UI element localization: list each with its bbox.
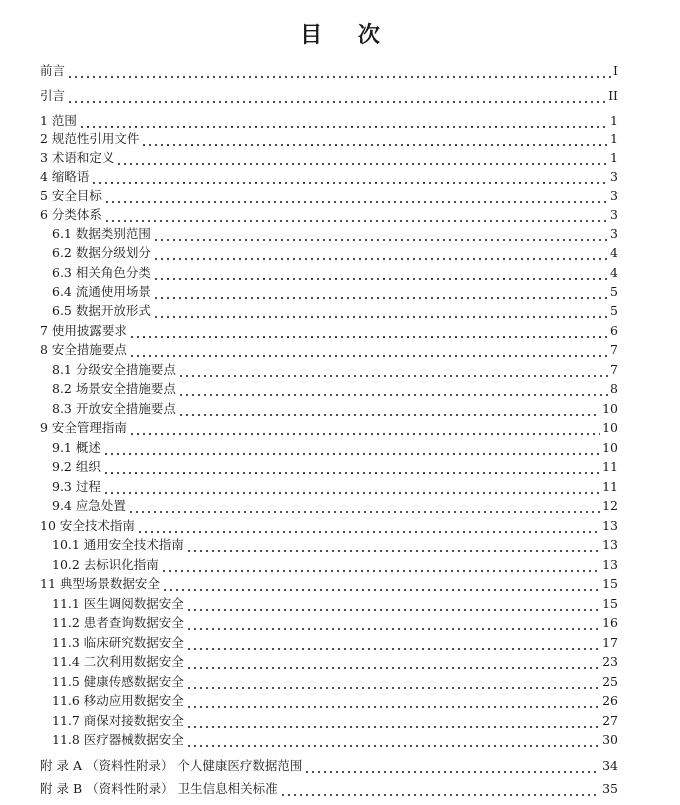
toc-entry-page: 10	[602, 420, 618, 435]
toc-entry-page: 6	[610, 323, 618, 338]
toc-entry-page: 4	[610, 265, 618, 280]
toc-entry-label: 1 范围	[40, 113, 77, 128]
toc-entry-label: 6.1 数据类别范围	[52, 226, 151, 241]
leader-dots	[186, 692, 600, 710]
toc-entry-label: 10.1 通用安全技术指南	[52, 537, 184, 552]
leader-dots	[91, 168, 608, 186]
toc-entry-label: 8.1 分级安全措施要点	[52, 362, 176, 377]
leader-dots	[129, 419, 600, 437]
leader-dots	[103, 458, 600, 476]
toc-entry[interactable]	[40, 341, 618, 359]
leader-dots	[104, 206, 608, 224]
toc-entry-label: 11.6 移动应用数据安全	[52, 693, 184, 708]
toc-entry-label: 11 典型场景数据安全	[40, 576, 160, 591]
toc-entry[interactable]	[52, 302, 618, 320]
leader-dots	[79, 112, 608, 130]
toc-entry[interactable]	[52, 478, 618, 496]
toc-entry-page: 10	[602, 401, 618, 416]
toc-entry[interactable]	[52, 712, 618, 730]
toc-entry-page: 1	[610, 131, 618, 146]
leader-dots	[186, 731, 600, 749]
toc-entry-label: 7 使用披露要求	[40, 323, 127, 338]
toc-entry[interactable]	[52, 439, 618, 457]
toc-entry-label: 9.1 概述	[52, 440, 101, 455]
leader-dots	[129, 341, 608, 359]
leader-dots	[153, 244, 608, 262]
toc-entry[interactable]	[40, 187, 618, 205]
toc-entry-label: 11.1 医生调阅数据安全	[52, 596, 184, 611]
toc-entry-page: II	[608, 88, 618, 103]
toc-entry-page: 7	[610, 342, 618, 357]
toc-entry-page: 13	[602, 518, 618, 533]
toc-entry-label: 5 安全目标	[40, 188, 102, 203]
toc-entry-label: 2 规范性引用文件	[40, 131, 140, 146]
toc-entry-page: 11	[602, 459, 618, 474]
toc-entry-page: 13	[602, 557, 618, 572]
toc-entry[interactable]	[52, 634, 618, 652]
toc-entry-page: 15	[602, 576, 618, 591]
toc-entry[interactable]	[52, 556, 618, 574]
leader-dots	[128, 497, 600, 515]
toc-entry[interactable]	[40, 575, 618, 593]
toc-entry-label: 10.2 去标识化指南	[52, 557, 159, 572]
leader-dots	[153, 302, 608, 320]
leader-dots	[67, 62, 611, 80]
toc-entry[interactable]	[52, 264, 618, 282]
leader-dots	[186, 712, 600, 730]
toc-entry-label: 引言	[40, 88, 66, 103]
leader-dots	[178, 400, 600, 418]
toc-entry-page: 25	[602, 674, 618, 689]
toc-entry-label: 11.5 健康传感数据安全	[52, 674, 184, 689]
toc-entry-page: 8	[610, 381, 618, 396]
leader-dots	[141, 130, 608, 148]
leader-dots	[153, 225, 608, 243]
toc-entry-label: 3 术语和定义	[40, 150, 115, 165]
leader-dots	[153, 283, 608, 301]
leader-dots	[103, 439, 600, 457]
toc-entry-page: 30	[602, 732, 618, 747]
toc-entry[interactable]	[40, 149, 618, 167]
toc-entry-label: 8.2 场景安全措施要点	[52, 381, 176, 396]
toc-entry-label: 11.8 医疗器械数据安全	[52, 732, 184, 747]
toc-entry[interactable]	[40, 168, 618, 186]
toc-entry[interactable]	[40, 780, 618, 798]
toc-entry-page: 3	[610, 188, 618, 203]
leader-dots	[186, 595, 600, 613]
toc-entry[interactable]	[52, 673, 618, 691]
toc-entry-page: 12	[602, 498, 618, 513]
leader-dots	[153, 264, 608, 282]
toc-entry-page: I	[613, 63, 618, 78]
toc-entry[interactable]	[52, 653, 618, 671]
leader-dots	[304, 757, 600, 775]
toc-entry-label: 11.2 患者查询数据安全	[52, 615, 184, 630]
toc-entry-label: 6.3 相关角色分类	[52, 265, 151, 280]
page-title: 目 次	[300, 22, 394, 48]
leader-dots	[129, 322, 608, 340]
toc-entry-label: 9 安全管理指南	[40, 420, 127, 435]
toc-entry[interactable]	[40, 322, 618, 340]
toc-entry-label: 附 录 A （资料性附录） 个人健康医疗数据范围	[40, 758, 303, 773]
leader-dots	[67, 87, 606, 105]
toc-entry-page: 5	[610, 284, 618, 299]
toc-entry[interactable]	[52, 497, 618, 515]
toc-entry-label: 9.3 过程	[52, 479, 101, 494]
leader-dots	[161, 556, 600, 574]
toc-entry-page: 4	[610, 245, 618, 260]
toc-entry-label: 11.4 二次利用数据安全	[52, 654, 184, 669]
toc-entry-label: 10 安全技术指南	[40, 518, 135, 533]
toc-entry[interactable]	[40, 87, 618, 105]
toc-entry-page: 10	[602, 440, 618, 455]
leader-dots	[186, 673, 600, 691]
toc-entry[interactable]	[52, 400, 618, 418]
toc-entry[interactable]	[40, 130, 618, 148]
toc-entry-label: 前言	[40, 63, 66, 78]
toc-entry-page: 3	[610, 226, 618, 241]
toc-entry[interactable]	[52, 731, 618, 749]
leader-dots	[178, 361, 608, 379]
leader-dots	[178, 380, 608, 398]
toc-entry-page: 1	[610, 150, 618, 165]
toc-entry-page: 5	[610, 303, 618, 318]
toc-entry-page: 1	[610, 113, 618, 128]
toc-entry-page: 34	[602, 758, 618, 773]
toc-entry[interactable]	[52, 244, 618, 262]
toc-entry[interactable]	[52, 225, 618, 243]
toc-entry[interactable]	[52, 614, 618, 632]
toc-entry-page: 26	[602, 693, 618, 708]
toc-entry-page: 11	[602, 479, 618, 494]
toc-entry-label: 6 分类体系	[40, 207, 102, 222]
toc-entry-page: 13	[602, 537, 618, 552]
toc-entry[interactable]	[40, 419, 618, 437]
leader-dots	[162, 575, 600, 593]
toc-entry[interactable]	[40, 757, 618, 775]
toc-entry-page: 16	[602, 615, 618, 630]
toc-entry-label: 4 缩略语	[40, 169, 90, 184]
toc-entry[interactable]	[40, 62, 618, 80]
toc-entry-page: 7	[610, 362, 618, 377]
toc-entry-page: 17	[602, 635, 618, 650]
toc-entry-label: 附 录 B （资料性附录） 卫生信息相关标准	[40, 781, 278, 796]
leader-dots	[186, 536, 600, 554]
leader-dots	[104, 187, 608, 205]
toc-entry[interactable]	[52, 283, 618, 301]
toc-entry-label: 6.4 流通使用场景	[52, 284, 151, 299]
toc-entry[interactable]	[52, 595, 618, 613]
toc-entry-label: 9.4 应急处置	[52, 498, 126, 513]
toc-entry[interactable]	[40, 517, 618, 535]
leader-dots	[186, 614, 600, 632]
toc-entry[interactable]	[52, 692, 618, 710]
toc-entry-page: 15	[602, 596, 618, 611]
toc-entry-label: 8 安全措施要点	[40, 342, 127, 357]
leader-dots	[280, 780, 601, 798]
toc-entry[interactable]	[52, 380, 618, 398]
leader-dots	[186, 634, 600, 652]
toc-entry[interactable]	[52, 536, 618, 554]
toc-entry[interactable]	[40, 206, 618, 224]
toc-entry[interactable]	[52, 458, 618, 476]
toc-entry-page: 35	[602, 781, 618, 796]
toc-entry-label: 6.2 数据分级划分	[52, 245, 151, 260]
toc-entry-page: 3	[610, 169, 618, 184]
toc-entry[interactable]	[52, 361, 618, 379]
leader-dots	[103, 478, 600, 496]
toc-entry-label: 9.2 组织	[52, 459, 101, 474]
toc-entry[interactable]	[40, 112, 618, 130]
toc-entry-page: 27	[602, 713, 618, 728]
toc-entry-page: 3	[610, 207, 618, 222]
toc-entry-label: 8.3 开放安全措施要点	[52, 401, 176, 416]
toc-entry-label: 6.5 数据开放形式	[52, 303, 151, 318]
toc-entry-page: 23	[602, 654, 618, 669]
toc-entry-label: 11.7 商保对接数据安全	[52, 713, 184, 728]
leader-dots	[137, 517, 600, 535]
leader-dots	[116, 149, 608, 167]
leader-dots	[186, 653, 600, 671]
toc-entry-label: 11.3 临床研究数据安全	[52, 635, 184, 650]
